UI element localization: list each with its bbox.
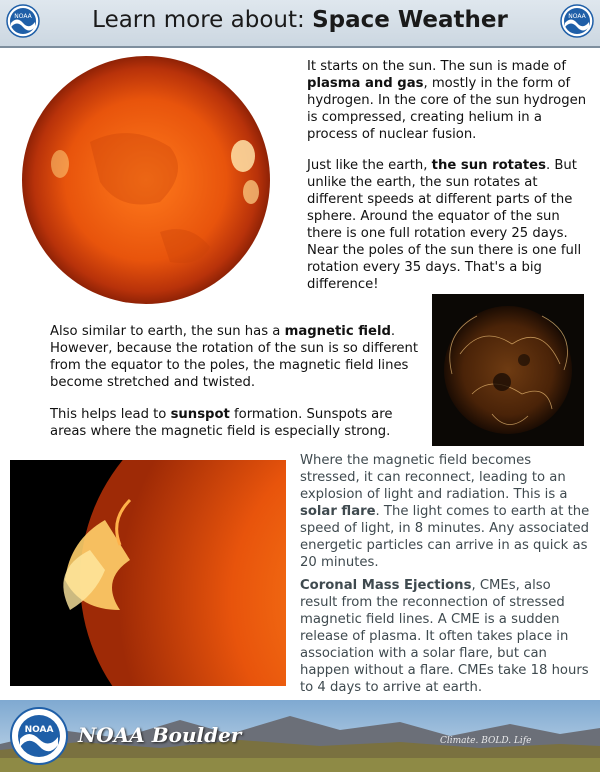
page-title (0, 4, 600, 36)
solar-flare-image (10, 460, 286, 686)
svg-text:NOAA: NOAA (568, 13, 586, 20)
noaa-seal-icon (10, 707, 68, 765)
intro-paragraph: It starts on the sun. The sun is made of plasma and gas, mostly in the form of hydrogen. In the core of the sun hydrogen is compressed, creating helium in a process of nuclear fusion. (307, 59, 587, 142)
cme-term: Coronal Mass Ejections (300, 578, 472, 593)
rotation-paragraph: Just like the earth, the sun rotates. But unlike the earth, the sun rotates at different speeds at different parts of the sphere. Around the equator of the sun there is one full rotation every 25 days. Near the poles of the sun there is one full rotation every 35 days. That's a big difference! (307, 158, 582, 292)
footer-banner (0, 700, 600, 772)
title-topic: Space Weather (312, 7, 508, 33)
page-header (0, 0, 600, 48)
magnetic-field-paragraph: Also similar to earth, the sun has a magnetic field. However, because the rotation of the sun is so different from the equator to the poles, the magnetic field lines become stretched and twisted. (50, 324, 419, 390)
footer-tagline: Climate. BOLD. Life (440, 736, 532, 746)
plasma-gas-term: plasma and gas (307, 76, 424, 91)
svg-text:NOAA: NOAA (14, 13, 32, 20)
solar-flare-term: solar flare (300, 504, 376, 519)
magnetic-field-image (432, 294, 584, 446)
title-prefix: Learn more about: (92, 7, 313, 33)
cme-paragraph: Coronal Mass Ejections, CMEs, also result from the reconnection of stressed magnetic field lines. A CME is a sudden release of plasma. It often takes place in association with a solar flare, but can happen without a flare. CMEs take 18 hours to 4 days to arrive at earth. (300, 578, 589, 695)
svg-text:NOAA: NOAA (24, 725, 54, 735)
sun-rotates-term: the sun rotates (431, 158, 546, 173)
sunspot-term: sunspot (170, 407, 230, 422)
magnetic-field-term: magnetic field (284, 324, 391, 339)
sunspot-paragraph: This helps lead to sunspot formation. Sunspots are areas where the magnetic field is especially strong. (50, 407, 393, 439)
noaa-boulder-brand: NOAA Boulder (78, 723, 242, 747)
solar-flare-paragraph: Where the magnetic field becomes stressed, it can reconnect, leading to an explosion of light and radiation. This is a solar flare. The light comes to earth at the speed of light, in 8 minutes. Any associated energetic particles can arrive in as quick as 20 minutes. (300, 453, 590, 570)
sun-disk-image (20, 52, 272, 308)
noaa-logo-icon (560, 4, 594, 38)
